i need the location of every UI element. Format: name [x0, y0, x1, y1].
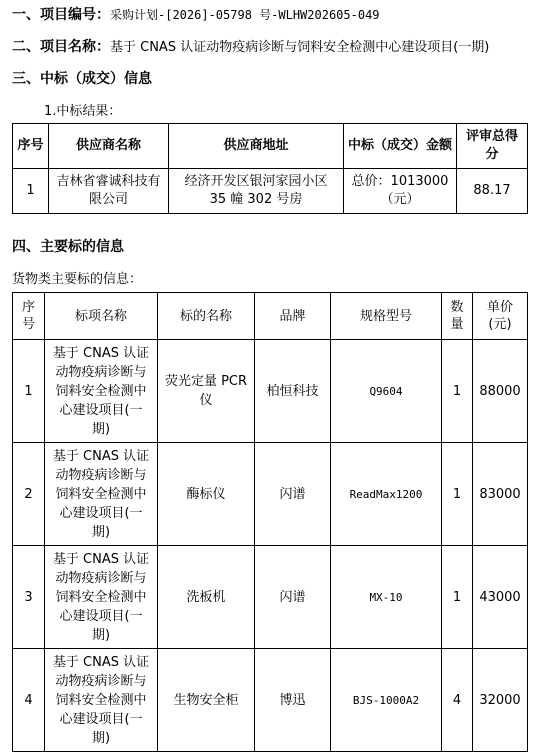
- goods-name: 生物安全柜: [158, 649, 255, 752]
- header-item-name: 标项名称: [45, 293, 158, 340]
- project-name-value: 基于 CNAS 认证动物疫病诊断与饲料安全检测中心建设项目(一期): [110, 40, 490, 55]
- award-score: 88.17: [457, 169, 528, 214]
- brand: 柏恒科技: [255, 340, 331, 443]
- goods-table: [12, 292, 528, 752]
- goods-name: 荧光定量 PCR 仪: [158, 340, 255, 443]
- model: MX-10: [331, 546, 442, 649]
- project-name-line: [12, 36, 489, 56]
- model: Q9604: [331, 340, 442, 443]
- brand: 博迅: [255, 649, 331, 752]
- goods-subtitle: 货物类主要标的信息：: [12, 272, 143, 287]
- award-index: 1: [13, 169, 49, 214]
- goods-section-title: 四、主要标的信息: [12, 239, 124, 255]
- header-supplier-name: 供应商名称: [49, 124, 169, 169]
- unit-price: 88000: [473, 340, 528, 443]
- goods-name: 酶标仪: [158, 443, 255, 546]
- header-unit-price: 单价(元): [473, 293, 528, 340]
- header-award-amount: 中标（成交）金额: [344, 124, 457, 169]
- brand: 闪谱: [255, 443, 331, 546]
- table-row: [13, 443, 528, 546]
- header-goods-name: 标的名称: [158, 293, 255, 340]
- goods-index: 4: [13, 649, 45, 752]
- unit-price: 43000: [473, 546, 528, 649]
- quantity: 1: [442, 340, 473, 443]
- header-score: 评审总得分: [457, 124, 528, 169]
- award-table: [12, 123, 528, 214]
- brand: 闪谱: [255, 546, 331, 649]
- table-row: [13, 546, 528, 649]
- item-name: 基于 CNAS 认证动物疫病诊断与饲料安全检测中心建设项目(一期): [45, 649, 158, 752]
- goods-table-header: [13, 293, 528, 340]
- project-number-value: 采购计划-[2026]-05798 号-WLHW202605-049: [110, 8, 380, 22]
- goods-index: 2: [13, 443, 45, 546]
- quantity: 4: [442, 649, 473, 752]
- award-section-title: 三、中标（成交）信息: [12, 71, 152, 87]
- table-row: [13, 649, 528, 752]
- item-name: 基于 CNAS 认证动物疫病诊断与饲料安全检测中心建设项目(一期): [45, 340, 158, 443]
- table-row: [13, 169, 528, 214]
- header-quantity: 数量: [442, 293, 473, 340]
- award-amount: 总价：1013000（元）: [344, 169, 457, 214]
- project-number-label: 一、项目编号：: [12, 7, 110, 23]
- header-model: 规格型号: [331, 293, 442, 340]
- goods-name: 洗板机: [158, 546, 255, 649]
- goods-index: 3: [13, 546, 45, 649]
- model: ReadMax1200: [331, 443, 442, 546]
- unit-price: 83000: [473, 443, 528, 546]
- quantity: 1: [442, 546, 473, 649]
- item-name: 基于 CNAS 认证动物疫病诊断与饲料安全检测中心建设项目(一期): [45, 443, 158, 546]
- item-name: 基于 CNAS 认证动物疫病诊断与饲料安全检测中心建设项目(一期): [45, 546, 158, 649]
- supplier-name: 吉林省睿诚科技有限公司: [49, 169, 169, 214]
- header-brand: 品牌: [255, 293, 331, 340]
- goods-index: 1: [13, 340, 45, 443]
- quantity: 1: [442, 443, 473, 546]
- header-supplier-address: 供应商地址: [169, 124, 344, 169]
- project-name-label: 二、项目名称：: [12, 39, 110, 55]
- unit-price: 32000: [473, 649, 528, 752]
- header-index: 序号: [13, 124, 49, 169]
- award-result-subtitle: 1.中标结果：: [44, 104, 122, 119]
- project-number-line: [12, 4, 380, 24]
- header-index: 序号: [13, 293, 45, 340]
- supplier-address: 经济开发区银河家园小区 35 幢 302 号房: [169, 169, 344, 214]
- award-table-header: [13, 124, 528, 169]
- model: BJS-1000A2: [331, 649, 442, 752]
- table-row: [13, 340, 528, 443]
